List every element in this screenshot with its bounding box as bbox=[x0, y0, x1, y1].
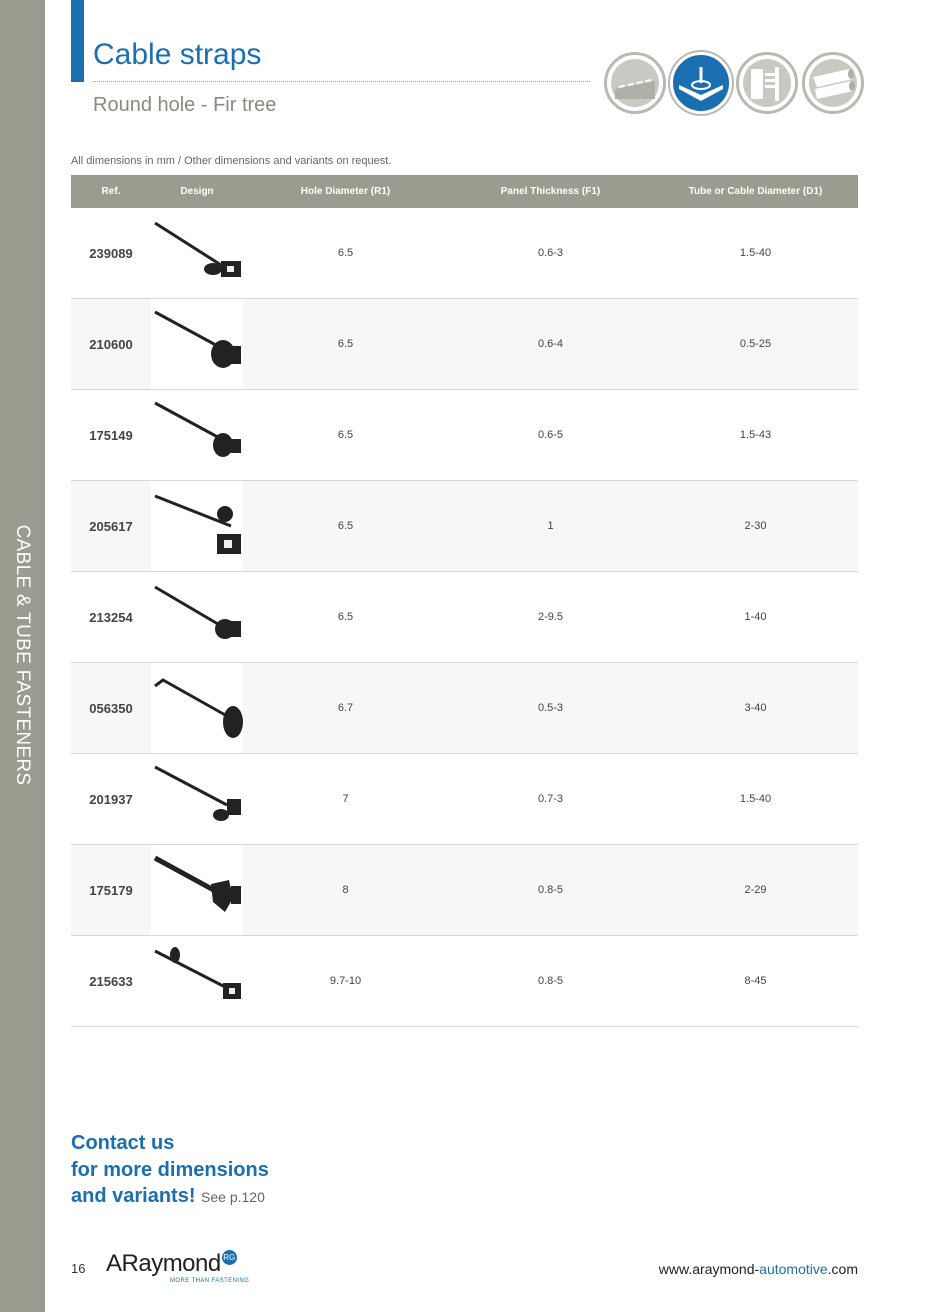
cell-panel-thickness: 2-9.5 bbox=[537, 611, 564, 623]
table-header bbox=[71, 175, 858, 208]
cell-hole-diameter: 9.7-10 bbox=[329, 975, 362, 987]
page-subtitle: Round hole - Fir tree bbox=[93, 94, 277, 116]
contact-line-2: for more dimensions bbox=[71, 1158, 269, 1181]
cable-strap-image bbox=[151, 845, 243, 935]
side-band bbox=[0, 0, 45, 1312]
table-row bbox=[71, 754, 858, 845]
cable-strap-image bbox=[151, 572, 243, 662]
cell-hole-diameter: 6.5 bbox=[337, 429, 354, 441]
cable-strap-image bbox=[151, 390, 243, 480]
cable-strap-image bbox=[151, 481, 243, 571]
cable-strap-image bbox=[151, 936, 243, 1026]
cell-hole-diameter: 8 bbox=[342, 884, 349, 896]
cell-hole-diameter: 6.5 bbox=[337, 247, 354, 259]
tube-icon bbox=[802, 52, 864, 114]
table-row bbox=[71, 299, 858, 390]
header-design: Design bbox=[180, 186, 214, 197]
cell-panel-thickness: 0.5-3 bbox=[537, 702, 564, 714]
product-table bbox=[71, 175, 858, 1027]
dimensions-note: All dimensions in mm / Other dimensions and variants on request. bbox=[71, 155, 392, 167]
title-divider bbox=[93, 81, 590, 82]
table-row bbox=[71, 390, 858, 481]
cell-ref: 213254 bbox=[89, 609, 133, 625]
logo-badge: RG bbox=[222, 1250, 237, 1265]
header-hole-diameter: Hole Diameter (R1) bbox=[300, 186, 391, 197]
cell-hole-diameter: 6.7 bbox=[337, 702, 354, 714]
table-row bbox=[71, 481, 858, 572]
page-title: Cable straps bbox=[93, 38, 262, 71]
cell-panel-thickness: 0.6-3 bbox=[537, 247, 564, 259]
cell-panel-thickness: 1 bbox=[547, 520, 554, 532]
cell-ref: 175149 bbox=[89, 427, 133, 443]
cell-ref: 201937 bbox=[89, 791, 133, 807]
cell-tube-diameter: 1.5-43 bbox=[739, 429, 772, 441]
url-suffix: .com bbox=[827, 1261, 858, 1277]
cell-hole-diameter: 7 bbox=[342, 793, 349, 805]
cell-panel-thickness: 0.6-5 bbox=[537, 429, 564, 441]
logo-tagline: MORE THAN FASTENING bbox=[170, 1278, 250, 1284]
website-url bbox=[659, 1261, 858, 1277]
cell-ref: 239089 bbox=[89, 245, 133, 261]
see-page-link: See p.120 bbox=[201, 1189, 265, 1205]
cell-panel-thickness: 0.8-5 bbox=[537, 884, 564, 896]
table-row bbox=[71, 663, 858, 754]
cable-strap-image bbox=[151, 208, 243, 298]
category-icons bbox=[604, 52, 864, 114]
logo-wordmark: ARaymond bbox=[106, 1250, 221, 1277]
cell-ref: 215633 bbox=[89, 973, 133, 989]
cell-panel-thickness: 0.7-3 bbox=[537, 793, 564, 805]
contact-callout bbox=[71, 1130, 269, 1211]
contact-line-1: Contact us bbox=[71, 1132, 175, 1154]
cell-tube-diameter: 8-45 bbox=[744, 975, 767, 987]
cell-tube-diameter: 2-30 bbox=[744, 520, 767, 532]
page-number: 16 bbox=[71, 1261, 86, 1276]
cell-tube-diameter: 1-40 bbox=[744, 611, 767, 623]
table-row bbox=[71, 208, 858, 299]
cell-tube-diameter: 2-29 bbox=[744, 884, 767, 896]
araymond-logo bbox=[106, 1250, 250, 1284]
cell-tube-diameter: 1.5-40 bbox=[739, 793, 772, 805]
cell-tube-diameter: 1.5-40 bbox=[739, 247, 772, 259]
cell-ref: 205617 bbox=[89, 518, 133, 534]
cell-panel-thickness: 0.8-5 bbox=[537, 975, 564, 987]
cell-tube-diameter: 3-40 bbox=[744, 702, 767, 714]
cable-strap-image bbox=[151, 299, 243, 389]
table-row bbox=[71, 572, 858, 663]
url-prefix: www.araymond- bbox=[658, 1261, 760, 1277]
header-tube-diameter: Tube or Cable Diameter (D1) bbox=[688, 186, 823, 197]
header-panel-thickness: Panel Thickness (F1) bbox=[500, 186, 601, 197]
side-label: CABLE & TUBE FASTENERS bbox=[12, 524, 33, 786]
cable-strap-image bbox=[151, 754, 243, 844]
cell-tube-diameter: 0.5-25 bbox=[739, 338, 772, 350]
cell-ref: 175179 bbox=[89, 882, 133, 898]
url-highlight: automotive bbox=[759, 1261, 828, 1277]
cell-panel-thickness: 0.6-4 bbox=[537, 338, 564, 350]
round-hole-icon bbox=[670, 52, 732, 114]
header-ref: Ref. bbox=[101, 186, 121, 197]
table-row bbox=[71, 936, 858, 1027]
cell-ref: 056350 bbox=[89, 700, 133, 716]
flat-panel-icon bbox=[604, 52, 666, 114]
cell-hole-diameter: 6.5 bbox=[337, 520, 354, 532]
contact-line-3: and variants! bbox=[71, 1185, 196, 1207]
cell-ref: 210600 bbox=[89, 336, 133, 352]
table-row bbox=[71, 845, 858, 936]
cell-hole-diameter: 6.5 bbox=[337, 611, 354, 623]
edge-clip-icon bbox=[736, 52, 798, 114]
cell-hole-diameter: 6.5 bbox=[337, 338, 354, 350]
title-accent-bar bbox=[71, 0, 84, 82]
cable-strap-image bbox=[151, 663, 243, 753]
